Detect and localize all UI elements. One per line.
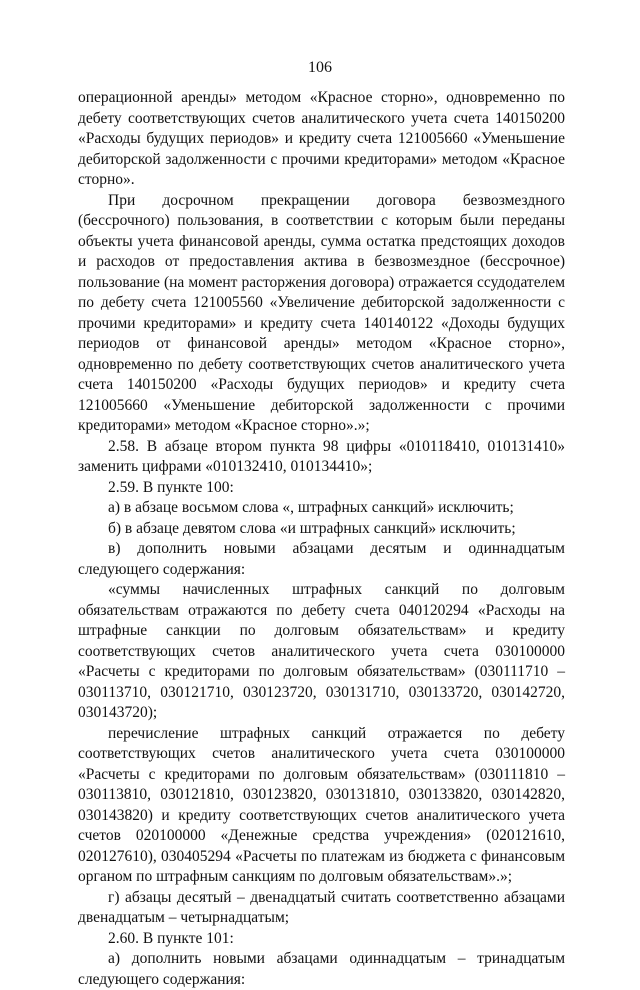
- page-number: 106: [308, 59, 332, 76]
- paragraph-subitem-a: а) в абзаце восьмом слова «, штрафных санкций» исключить;: [108, 499, 514, 516]
- paragraph-item-2-60: 2.60. В пункте 101:: [108, 929, 234, 947]
- paragraph-subitem-b: б) в абзаце девятом слова «и штрафных санкций» исключить;: [108, 519, 516, 537]
- paragraph-quoted-penalties-accrual: «суммы начисленных штрафных санкций по долговым обязательствам отражаются по дебету счета 040120294 «Расходы на штрафные санкции по долговым обязательствам» и кредиту соответствующих счетов аналитического учета счета 030100000 «Расчеты с кредиторами по долговым обязательствам» (030111710 – 030113710, 030121710, 030123720, 030131710, 030133720, 030142720, 030143720);: [78, 581, 565, 721]
- paragraph-item-2-59: 2.59. В пункте 100:: [108, 478, 234, 496]
- document-body: [78, 88, 565, 990]
- paragraph-subitem-g: г) абзацы десятый – двенадцатый считать соответственно абзацами двенадцатым – четырнадцатым;: [78, 888, 565, 926]
- paragraph-subitem-a-2: а) дополнить новыми абзацами одиннадцатым – тринадцатым следующего содержания:: [78, 950, 565, 988]
- paragraph-subitem-v: в) дополнить новыми абзацами десятым и одиннадцатым следующего содержания:: [78, 540, 565, 578]
- paragraph-quoted-penalties-transfer: перечисление штрафных санкций отражается по дебету соответствующих счетов аналитического учета счета 030100000 «Расчеты с кредиторами по долговым обязательствам» (030111810 – 030113810, 030121810, 030123820, 030131810, 030133820, 030142820, 030143820) и кредиту соответствующих счетов аналитического учета счетов 020100000 «Денежные средства учреждения» (020121610, 020127610), 030405294 «Расчеты по платежам из бюджета с финансовым органом по штрафным санкциям по долговым обязательствам».»;: [78, 724, 565, 885]
- paragraph-early-termination: При досрочном прекращении договора безвозмездного (бессрочного) пользования, в соответствии с которым были переданы объекты учета финансовой аренды, сумма остатка предстоящих доходов и расходов от предоставления актива в безвозмездное (бессрочное) пользование (на момент расторжения договора) отражается ссудодателем по дебету счета 121005560 «Увеличение дебиторской задолженности с прочими кредиторами» и кредиту счета 140140122 «Доходы будущих периодов от финансовой аренды» методом «Красное сторно», одновременно по дебету соответствующих счетов аналитического учета счета 140150200 «Расходы будущих периодов» и кредиту счета 121005660 «Уменьшение дебиторской задолженности с прочими кредиторами» методом «Красное сторно».»;: [78, 191, 565, 434]
- paragraph-continuation: операционной аренды» методом «Красное сторно», одновременно по дебету соответствующих счетов аналитического учета счета 140150200 «Расходы будущих периодов» и кредиту счета 121005660 «Уменьшение дебиторской задолженности с прочими кредиторами» методом «Красное сторно».: [78, 89, 565, 188]
- paragraph-item-2-58: 2.58. В абзаце втором пункта 98 цифры «010118410, 010131410» заменить цифрами «010132410, 010134410»;: [78, 437, 565, 475]
